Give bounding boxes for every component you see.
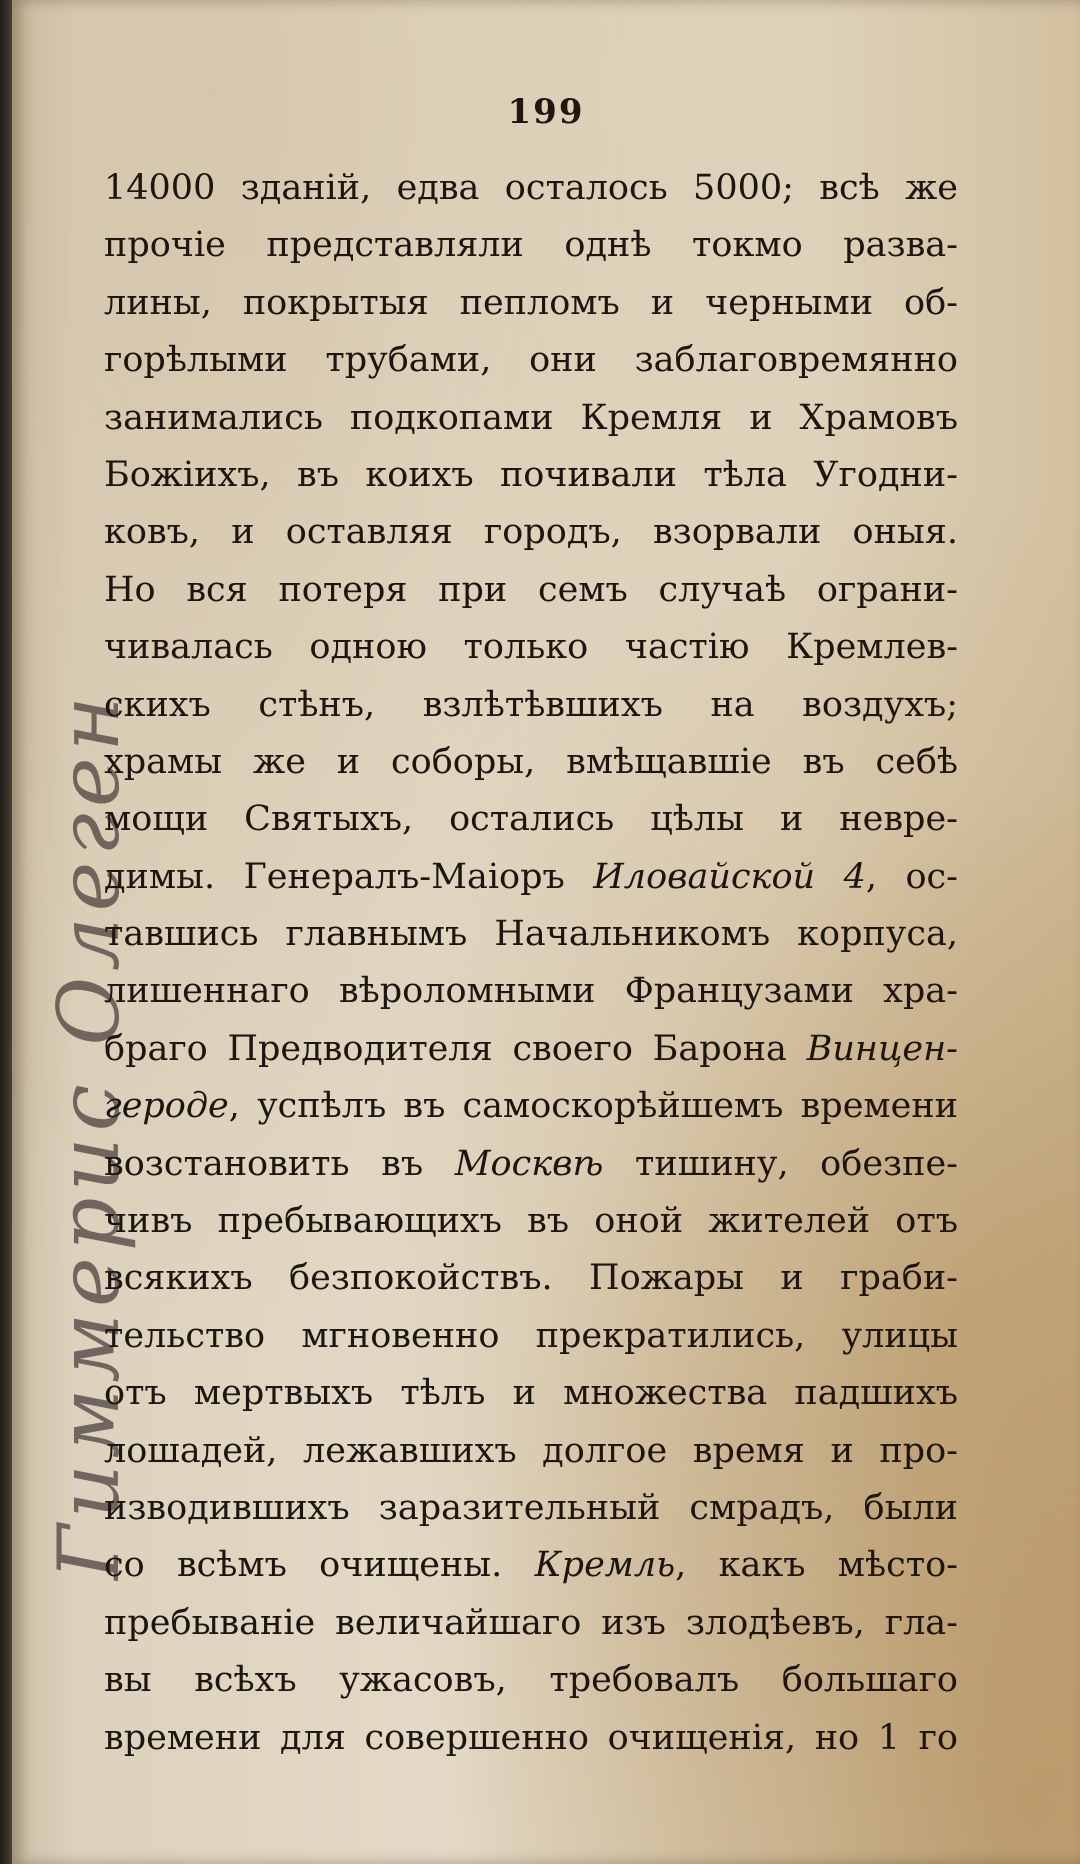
text-line: чивъ пребывающихъ въ оной жителей отъ [104,1201,958,1242]
text-line-with-italic [104,1078,958,1135]
handwritten-margin-note: Гиммерис Олеген [40,690,138,1580]
text-run: , ос- [865,856,958,897]
text-line: Божіихъ, въ коихъ почивали тѣла Угодни- [104,454,958,495]
italic-name: Винцен- [806,1028,958,1069]
book-spine-edge [0,0,12,1864]
text-run: тишину, обезпе- [603,1143,958,1184]
text-run: возстановить въ [104,1143,455,1184]
text-line-with-italic [104,1136,958,1193]
text-line: Но вся потеря при семъ случаѣ ограни- [104,569,958,610]
text-line: храмы же и соборы, вмѣщавшіе въ себѣ [104,741,958,782]
text-line: мощи Святыхъ, остались цѣлы и невре- [104,799,958,840]
text-line: пребываніе величайшаго изъ злодѣевъ, гла- [104,1602,958,1643]
text-line: всякихъ безпокойствъ. Пожары и граби- [104,1258,958,1299]
italic-name: Иловайской 4 [593,856,866,897]
text-line: лишеннаго вѣроломными Французами хра- [104,971,958,1012]
text-line: тавшись главнымъ Начальникомъ корпуса, [104,914,958,955]
text-line: чивалась одною только частію Кремлев- [104,627,958,668]
text-line: отъ мертвыхъ тѣлъ и множества падшихъ [104,1373,958,1414]
text-line: горѣлыми трубами, они заблаговремянно [104,340,958,381]
text-line: лины, покрытыя пепломъ и черными об- [104,282,958,323]
text-line: лошадей, лежавшихъ долгое время и про- [104,1430,958,1471]
text-line-with-italic [104,1537,958,1594]
book-page [12,0,1080,1864]
text-line: тельство мгновенно прекратились, улицы [104,1315,958,1356]
text-run: со всѣмъ очищены. [104,1545,535,1586]
text-line: занимались подкопами Кремля и Храмовъ [104,397,958,438]
text-run: димы. Генералъ-Маіоръ [104,856,594,897]
italic-name: Кремль [534,1545,676,1586]
body-text [104,160,958,1767]
page-number: 199 [507,92,585,132]
text-line-with-italic [104,849,958,906]
text-line: ковъ, и оставляя городъ, взорвали оныя. [104,512,958,553]
text-line-with-italic [104,1021,958,1078]
text-line: времени для совершенно очищенія, но 1 го [104,1717,958,1758]
text-run: , успѣлъ въ самоскорѣйшемъ времени [228,1086,958,1127]
text-line: вы всѣхъ ужасовъ, требовалъ большаго [104,1660,958,1701]
text-run: браго Предводителя своего Барона [104,1028,807,1069]
text-line: изводившихъ заразительный смрадъ, были [104,1487,958,1528]
text-line: скихъ стѣнъ, взлѣтѣвшихъ на воздухъ; [104,684,958,725]
text-line: прочіе представляли однѣ токмо разва- [104,225,958,266]
italic-name: героде [104,1086,229,1127]
text-run: , какъ мѣсто- [675,1545,958,1586]
italic-name: Москвѣ [454,1143,604,1184]
text-line: 14000 зданій, едва осталось 5000; всѣ же [104,168,958,208]
